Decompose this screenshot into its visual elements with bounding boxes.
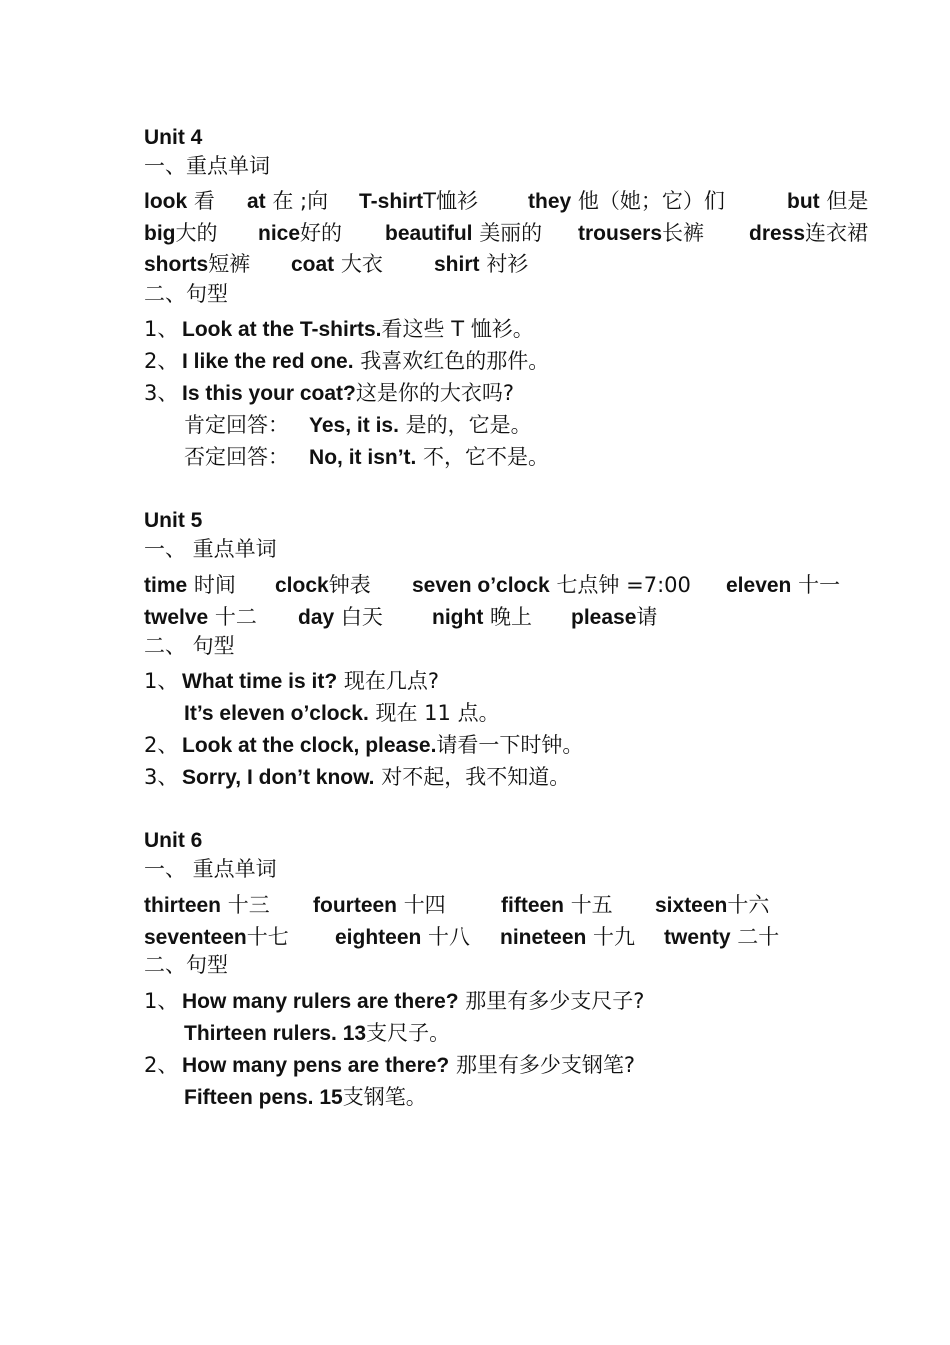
sentence-en: Sorry, I don’t know.: [182, 766, 375, 789]
sentence-line: [184, 1019, 450, 1048]
sentence-number: 3、: [144, 765, 179, 789]
answer-line: [184, 411, 532, 440]
sentence-en: I like the red one.: [182, 350, 354, 373]
sentence-zh: 支钢笔。: [342, 1085, 427, 1109]
answer-zh: 是的，它是。: [405, 413, 532, 437]
section-heading: 二、 句型: [144, 634, 235, 658]
vocab-zh: 大的: [175, 221, 218, 245]
vocab-zh: 长裤: [662, 221, 705, 245]
vocab-zh: 二十: [737, 925, 780, 949]
vocab-en: night: [432, 606, 484, 629]
sentence-zh: 现在几点?: [343, 669, 440, 693]
vocab-zh: 十四: [403, 893, 446, 917]
sentence-zh: 请看一下时钟。: [436, 733, 584, 757]
sentence-number: 2、: [144, 733, 179, 757]
vocab-en: nice: [258, 222, 301, 245]
vocab-en: nineteen: [500, 926, 587, 949]
sentence-en: Is this your coat?: [182, 382, 356, 405]
vocab-en: dress: [749, 222, 806, 245]
sentence-en: How many rulers are there?: [182, 990, 459, 1013]
sentence-zh: 现在 11 点。: [375, 701, 500, 725]
vocab-zh: 美丽的: [479, 221, 543, 245]
vocab-zh: 请: [636, 605, 658, 629]
sentence-number: 2、: [144, 1053, 179, 1077]
vocab-en: fifteen: [501, 894, 564, 917]
sentence-line: [184, 1083, 427, 1112]
unit-title: Unit 6: [144, 829, 203, 852]
section-heading: 二、句型: [144, 953, 228, 977]
section-heading: 一、重点单词: [144, 154, 270, 178]
sentence-en: What time is it?: [182, 670, 338, 693]
vocab-zh: 十六: [727, 893, 770, 917]
vocab-en: eighteen: [335, 926, 422, 949]
sentence-number: 2、: [144, 349, 179, 373]
sentence-line: [144, 731, 583, 760]
vocab-zh: 但是: [826, 189, 869, 213]
vocab-en: clock: [275, 574, 329, 597]
vocab-en: thirteen: [144, 894, 222, 917]
vocab-zh: 十三: [227, 893, 270, 917]
vocab-zh: 十二: [214, 605, 257, 629]
vocab-en: they: [528, 190, 572, 213]
vocab-en: fourteen: [313, 894, 397, 917]
vocab-zh: 在 ;向: [272, 189, 329, 213]
sentence-en: How many pens are there?: [182, 1054, 450, 1077]
vocab-en: twenty: [664, 926, 731, 949]
vocab-zh: 时间: [193, 573, 236, 597]
sentence-zh: 我喜欢红色的那件。: [360, 349, 550, 373]
vocab-zh: 好的: [300, 221, 343, 245]
sentence-zh: 那里有多少支尺子?: [465, 989, 645, 1013]
sentence-number: 1、: [144, 317, 179, 341]
vocab-zh: 十八: [428, 925, 471, 949]
vocab-zh: 七点钟 =7:00: [556, 573, 691, 597]
unit-title: Unit 4: [144, 126, 203, 149]
vocab-en: sixteen: [655, 894, 728, 917]
section-heading: 一、 重点单词: [144, 537, 277, 561]
sentence-zh: 对不起，我不知道。: [381, 765, 571, 789]
vocab-en: eleven: [726, 574, 792, 597]
answer-label: 否定回答：: [184, 445, 289, 469]
sentence-line: [144, 315, 534, 344]
sentence-zh: 这是你的大衣吗?: [355, 381, 515, 405]
sentence-line: [144, 1051, 635, 1080]
vocab-en: trousers: [578, 222, 663, 245]
vocab-zh: 连衣裙: [805, 221, 869, 245]
vocab-en: shorts: [144, 253, 209, 276]
sentence-zh: 支尺子。: [366, 1021, 451, 1045]
sentence-line: [184, 699, 500, 728]
vocab-en: shirt: [434, 253, 480, 276]
answer-label: 肯定回答：: [184, 413, 289, 437]
sentence-zh: 那里有多少支钢笔?: [455, 1053, 636, 1077]
vocab-zh: 看: [193, 189, 215, 213]
vocab-zh: 他（她；它）们: [577, 189, 725, 213]
sentence-number: 1、: [144, 669, 179, 693]
vocab-en: seven o’clock: [412, 574, 550, 597]
vocab-zh: 十七: [246, 925, 289, 949]
sentence-en: Look at the T-shirts.: [182, 318, 382, 341]
vocab-zh: 钟表: [328, 573, 371, 597]
vocab-en: at: [247, 190, 266, 213]
sentence-line: [144, 347, 549, 376]
vocab-en: look: [144, 190, 188, 213]
unit-title: Unit 5: [144, 509, 203, 532]
section-heading: 二、句型: [144, 282, 228, 306]
sentence-zh: 看这些 T 恤衫。: [381, 317, 534, 341]
sentence-line: [144, 379, 514, 408]
sentence-line: [144, 987, 644, 1016]
sentence-en: It’s eleven o’clock.: [184, 702, 369, 725]
vocab-en: beautiful: [385, 222, 473, 245]
vocab-en: seventeen: [144, 926, 247, 949]
vocab-zh: 白天: [340, 605, 383, 629]
vocab-en: please: [571, 606, 637, 629]
answer-zh: 不，它不是。: [423, 445, 550, 469]
vocab-en: T-shirt: [359, 190, 424, 213]
vocab-en: coat: [291, 253, 335, 276]
vocab-zh: 大衣: [340, 252, 383, 276]
vocab-en: day: [298, 606, 335, 629]
vocab-en: twelve: [144, 606, 209, 629]
sentence-number: 3、: [144, 381, 179, 405]
sentence-line: [144, 763, 570, 792]
sentence-en: Fifteen pens. 15: [184, 1086, 343, 1109]
answer-line: [184, 443, 549, 472]
vocab-zh: 晚上: [490, 605, 532, 629]
answer-en: Yes, it is.: [309, 414, 399, 437]
sentence-en: Look at the clock, please.: [182, 734, 437, 757]
sentence-en: Thirteen rulers. 13: [184, 1022, 367, 1045]
vocab-en: big: [144, 222, 176, 245]
vocab-zh: 十一: [798, 573, 841, 597]
vocab-zh: 衬衫: [486, 252, 529, 276]
vocab-zh: 十五: [570, 893, 613, 917]
section-heading: 一、 重点单词: [144, 857, 277, 881]
vocab-zh: T恤衫: [423, 189, 478, 213]
vocab-zh: 短裤: [208, 252, 251, 276]
sentence-line: [144, 667, 439, 696]
answer-en: No, it isn’t.: [309, 446, 417, 469]
vocab-en: time: [144, 574, 188, 597]
sentence-number: 1、: [144, 989, 179, 1013]
vocab-zh: 十九: [593, 925, 636, 949]
vocab-en: but: [787, 190, 820, 213]
